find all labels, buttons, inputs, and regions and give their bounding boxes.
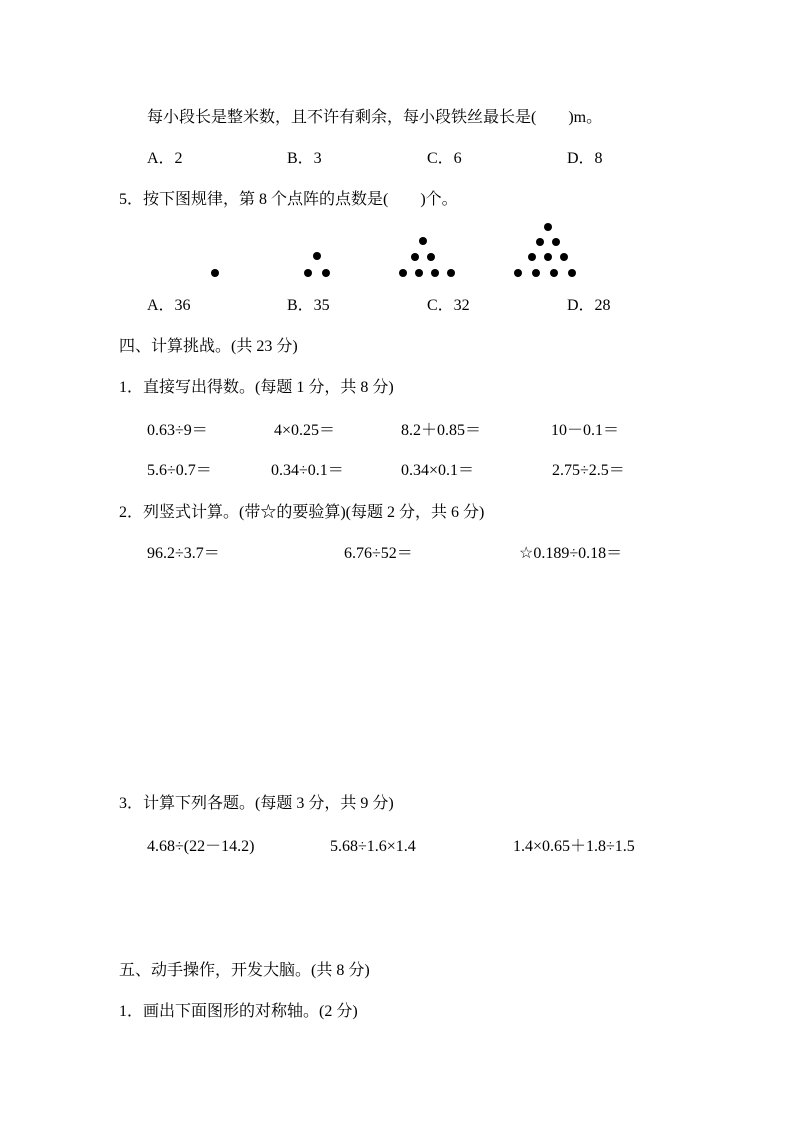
q4-option-a: A．2 [147, 150, 183, 167]
dot [550, 269, 558, 277]
dot [304, 269, 312, 277]
s4-q1-item: 0.34÷0.1＝ [271, 462, 344, 479]
s4-q3-item: 5.68÷1.6×1.4 [330, 838, 416, 855]
s4-question-2-title: 2．列竖式计算。(带☆的要验算)(每题 2 分，共 6 分) [119, 504, 485, 521]
q5-option-d: D．28 [567, 297, 611, 314]
dot [568, 269, 576, 277]
dot [552, 238, 560, 246]
dot [447, 269, 455, 277]
s4-q1-item: 10－0.1＝ [551, 422, 620, 439]
dot [560, 253, 568, 261]
dot [211, 269, 219, 277]
dot [322, 269, 330, 277]
section-5-title: 五、动手操作，开发大脑。(共 8 分) [119, 962, 370, 979]
s4-question-1-title: 1．直接写出得数。(每题 1 分，共 8 分) [119, 379, 394, 396]
dot [399, 269, 407, 277]
dot [411, 253, 419, 261]
s4-question-3-title: 3．计算下列各题。(每题 3 分，共 9 分) [119, 795, 394, 812]
s4-q1-item: 4×0.25＝ [274, 422, 336, 439]
q5-option-a: A．36 [147, 297, 191, 314]
dot [313, 252, 321, 260]
q5-option-c: C．32 [427, 297, 470, 314]
s4-q3-item: 4.68÷(22－14.2) [147, 838, 255, 855]
s4-q1-item: 8.2＋0.85＝ [401, 422, 482, 439]
s5-question-1-title: 1．画出下面图形的对称轴。(2 分) [119, 1003, 358, 1020]
s4-q1-item: 0.34×0.1＝ [401, 462, 475, 479]
s4-q1-item: 2.75÷2.5＝ [552, 462, 625, 479]
dot [419, 237, 427, 245]
s4-q2-item: ☆0.189÷0.18＝ [519, 545, 623, 562]
s4-q1-item: 0.63÷9＝ [147, 422, 208, 439]
s4-q2-item: 96.2÷3.7＝ [147, 545, 220, 562]
question-5: 5．按下图规律，第 8 个点阵的点数是( )个。 [119, 191, 458, 208]
dot [431, 269, 439, 277]
question-4-continuation: 每小段长是整米数，且不许有剩余，每小段铁丝最长是( )m。 [147, 109, 603, 126]
dot [544, 223, 552, 231]
s4-q3-item: 1.4×0.65＋1.8÷1.5 [513, 838, 635, 855]
q4-option-b: B．3 [287, 150, 322, 167]
dot [514, 269, 522, 277]
dot [544, 253, 552, 261]
dot [415, 269, 423, 277]
s4-q1-item: 5.6÷0.7＝ [147, 462, 212, 479]
dot [427, 253, 435, 261]
dot [532, 269, 540, 277]
dot [528, 253, 536, 261]
dot [536, 238, 544, 246]
section-4-title: 四、计算挑战。(共 23 分) [119, 338, 298, 355]
s4-q2-item: 6.76÷52＝ [344, 545, 413, 562]
q4-option-c: C．6 [427, 150, 462, 167]
q5-option-b: B．35 [287, 297, 330, 314]
q4-option-d: D．8 [567, 150, 603, 167]
